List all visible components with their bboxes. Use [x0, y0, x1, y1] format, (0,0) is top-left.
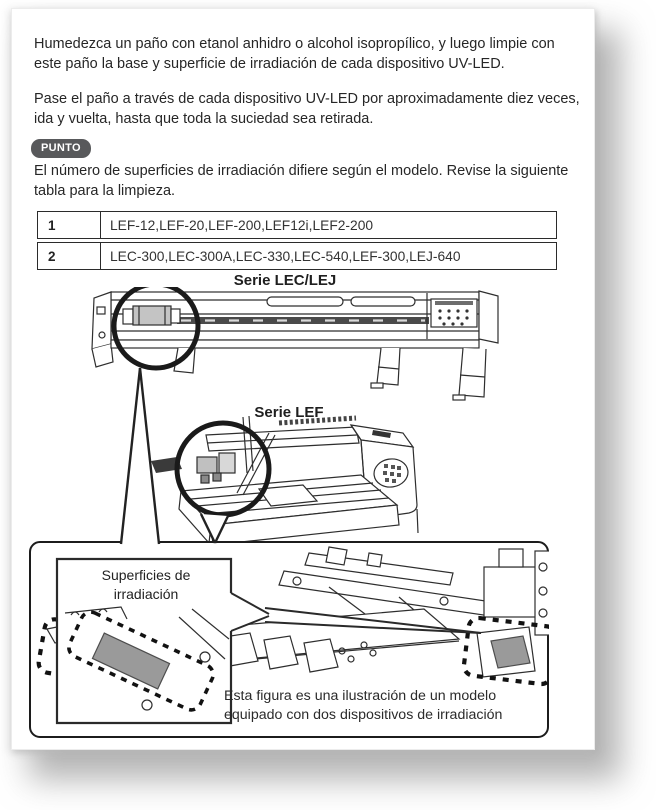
table-row: [37, 211, 557, 239]
paragraph-model-note: El número de superficies de irradiación difiere según el modelo. Revise la siguiente tabla para la limpieza.: [34, 163, 569, 199]
document-page: [11, 8, 595, 750]
uv-device-right: [463, 617, 549, 685]
table-cell-models: LEC-300,LEC-300A,LEC-330,LEC-540,LEF-300,LEJ-640: [110, 248, 461, 264]
table-cell-count: 2: [38, 243, 101, 269]
punto-badge: PUNTO: [31, 139, 91, 158]
irradiation-surfaces-label: Superficies de irradiación: [101, 567, 191, 602]
table-cell-count: 1: [38, 212, 101, 238]
model-table: [37, 211, 557, 273]
table-row: [37, 242, 557, 270]
paragraph-clean-instructions: Humedezca un paño con etanol anhidro o alcohol isopropílico, y luego limpie con este paño la base y superficie de irradiación de cada dispositivo UV-LED.: [34, 36, 555, 72]
lec-lej-printer-illustration: [81, 287, 511, 407]
lec-lej-series-title: Serie LEC/LEJ: [233, 272, 337, 289]
lef-series-title: Serie LEF: [254, 404, 324, 421]
paragraph-wipe-instructions: Pase el paño a través de cada dispositivo UV-LED por aproximadamente diez veces, ida y vuelta, hasta que toda la suciedad sea retirada.: [34, 91, 580, 127]
table-cell-models: LEF-12,LEF-20,LEF-200,LEF12i,LEF2-200: [110, 217, 374, 233]
figure-caption: Esta figura es una ilustración de un modelo equipado con dos dispositivos de irradiación: [224, 688, 503, 723]
lef-printer-illustration: [151, 413, 441, 558]
